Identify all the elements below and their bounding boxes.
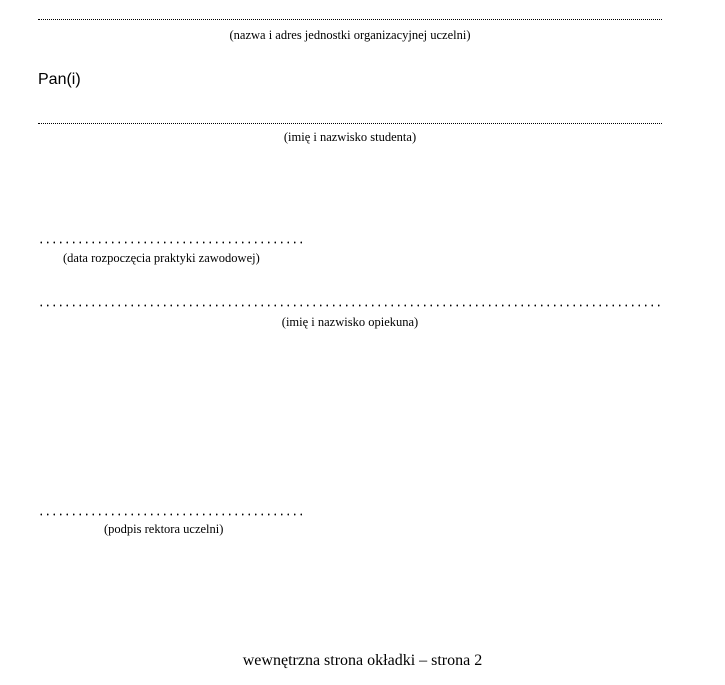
student-name-dotted-line	[38, 120, 662, 124]
supervisor-name-caption: (imię i nazwisko opiekuna)	[281, 315, 419, 329]
unit-name-caption: (nazwa i adres jednostki organizacyjnej uczelni)	[229, 28, 471, 42]
salutation-label: Pan(i)	[38, 71, 81, 88]
start-date-caption: (data rozpoczęcia praktyki zawodowej)	[63, 251, 260, 265]
rector-signature-caption: (podpis rektora uczelni)	[104, 522, 224, 536]
unit-name-dotted-line	[38, 16, 662, 20]
supervisor-name-dotted-line	[38, 304, 662, 307]
rector-signature-dotted-line	[38, 513, 303, 516]
student-name-caption: (imię i nazwisko studenta)	[283, 130, 417, 144]
start-date-dotted-line	[38, 241, 303, 244]
page-footer: wewnętrzna strona okładki – strona 2	[242, 652, 483, 669]
